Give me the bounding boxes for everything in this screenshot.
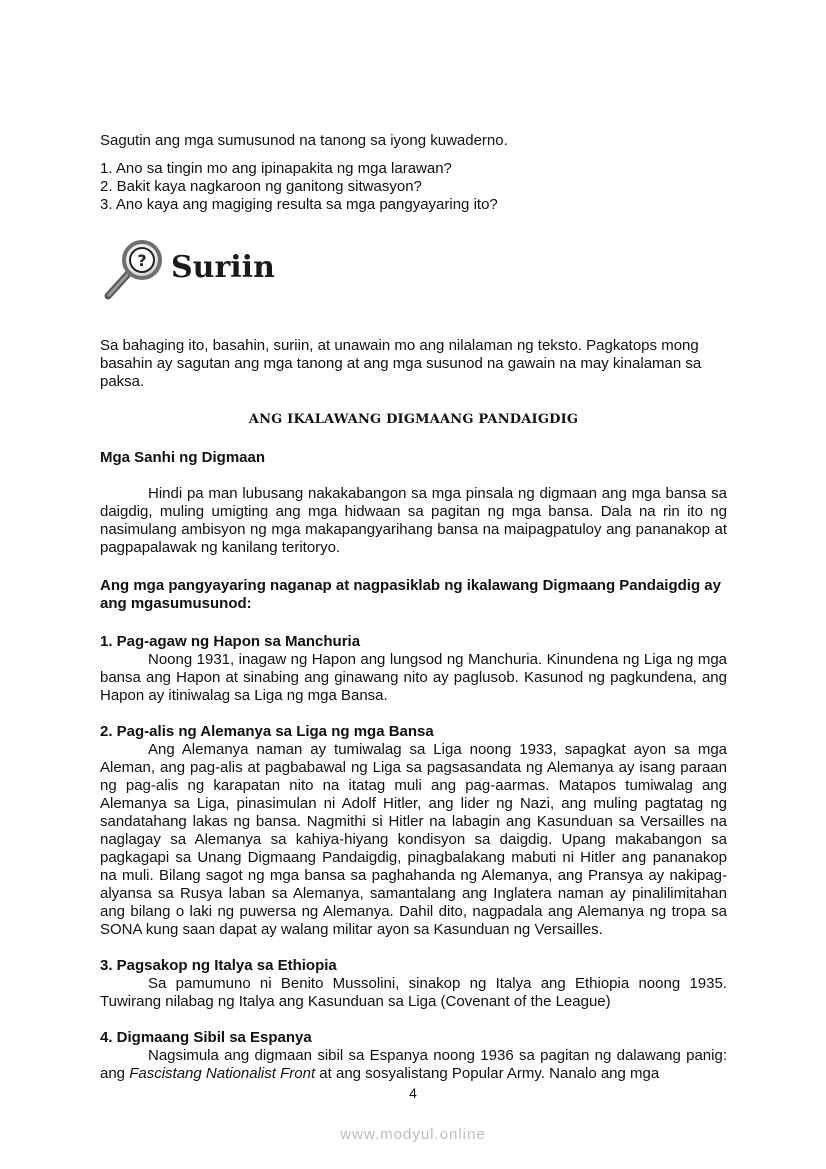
event-heading: 2. Pag-alis ng Alemanya sa Liga ng mga Bansa — [100, 723, 434, 740]
event-heading: 1. Pag-agaw ng Hapon sa Manchuria — [100, 633, 361, 650]
event-heading: 4. Digmaang Sibil sa Espanya — [100, 1029, 312, 1046]
section-title: Suriin — [171, 250, 275, 285]
events-intro: Ang mga pangyayaring naganap at nagpasiklab ng ikalawang Digmaang Pandaigdig ay ang mgasumusunod: — [100, 577, 721, 612]
event-heading: 3. Pagsakop ng Italya sa Ethiopia — [100, 957, 337, 974]
svg-text:?: ? — [137, 251, 147, 270]
intro-paragraph: Sa bahaging ito, basahin, suriin, at unawain mo ang nilalaman ng teksto. Pagkatops mong basahin ay sagutan ang mga tanong at ang mga susunod na gawain na may kinalaman sa paksa. — [100, 337, 702, 390]
causes-section — [100, 449, 727, 557]
event-text: at ang sosyalistang Popular Army. Nanalo ang mga — [319, 1065, 660, 1082]
event-section — [100, 723, 727, 939]
event-text-italic: Fascistang Nationalist Front — [129, 1065, 316, 1082]
questions-lead: Sagutin ang mga sumusunod na tanong sa iyong kuwaderno. — [100, 132, 508, 149]
event-text-mono: ang — [621, 850, 647, 866]
question-item: 2. Bakit kaya nagkaroon ng ganitong sitwasyon? — [100, 178, 422, 195]
event-paragraph: Noong 1931, inagaw ng Hapon ang lungsod ng Manchuria. Kinundena ng Liga ng mga bansa ang Hapon at sinabing ang ginawang nito ay paglusob. Kasunod ng pagkundena, ang Hapon ay itiniwalag sa Liga ng mga Bansa. — [100, 651, 727, 704]
document-page — [100, 130, 727, 1083]
watermark-text: www.modyul.online — [340, 1126, 486, 1143]
causes-heading: Mga Sanhi ng Digmaan — [100, 449, 266, 466]
causes-paragraph: Hindi pa man lubusang nakakabangon sa mga pinsala ng digmaan ang mga bansa sa daigdig, muling umigting ang mga hidwaan sa pagitan ng mga bansa. Dala na rin ito ng nasimulang ambisyon ng mga makapangyarihang bansa na maipagpatuloy ang pananakop at pagpapalawak ng kanilang teritoryo. — [100, 485, 727, 556]
event-text: Ang Alemanya naman ay tumiwalag sa Liga noong 1933, sapagkat ayon sa mga Aleman, ang pag-alis at pagbabawal ng Liga sa pagsasandata ng Alemanya ay isang paraan ng pag-alis ng karapatan nito na itatag muli ang pag-aarmas. Matapos tumiwalag ang Alemanya sa Liga, pinasimulan ni Adolf Hitler, ang lider ng Nazi, ang muling pagtatag ng sandatahang lakas ng bansa. Nagmithi si Hitler na labagin ang Kasunduan sa Versailles na naglagay sa Alemanya sa kahiya-hiyang kondisyon sa daigdig. Upang makabangon sa pagkagapi sa Unang Digmaang Pandaigdig, pinagbalakang mabuti ni Hitler — [100, 741, 727, 866]
document-title: ANG IKALAWANG DIGMAANG PANDAIGDIG — [248, 412, 579, 427]
question-item: 3. Ano kaya ang magiging resulta sa mga pangyayaring ito? — [100, 196, 498, 213]
event-paragraph — [100, 1047, 727, 1083]
event-section — [100, 633, 727, 705]
event-paragraph: Sa pamumuno ni Benito Mussolini, sinakop ng Italya ang Ethiopia noong 1935. Tuwirang nilabag ng Italya ang Kasunduan sa Liga (Covenant of the League) — [100, 975, 727, 1010]
page-number: 4 — [409, 1085, 417, 1101]
question-item: 1. Ano sa tingin mo ang ipinapakita ng mga larawan? — [100, 160, 452, 177]
magnifying-glass-question-icon — [102, 238, 168, 304]
event-section — [100, 1029, 727, 1083]
event-text: pananakop na muli. Bilang sagot ng mga bansa sa paghahanda ng Alemanya, ang Pransya ay nakipag-alyansa sa Rusya laban sa Alemanya, samantalang ang Inglatera naman ay pinalilimitahan ang bilang o laki ng puwersa ng Alemanya. Dahil dito, nagpadala ang Alemanya ng tropa sa SONA kung saan dapat ay walang militar ayon sa Kasunduan ng Versailles. — [100, 849, 728, 938]
event-paragraph — [100, 741, 727, 939]
event-text: Nagsimula ang digmaan sibil sa Espanya noong 1936 sa pagitan ng dalawang panig: ang — [100, 1047, 727, 1082]
section-header — [100, 244, 727, 314]
event-section — [100, 957, 727, 1011]
question-list — [100, 160, 727, 214]
